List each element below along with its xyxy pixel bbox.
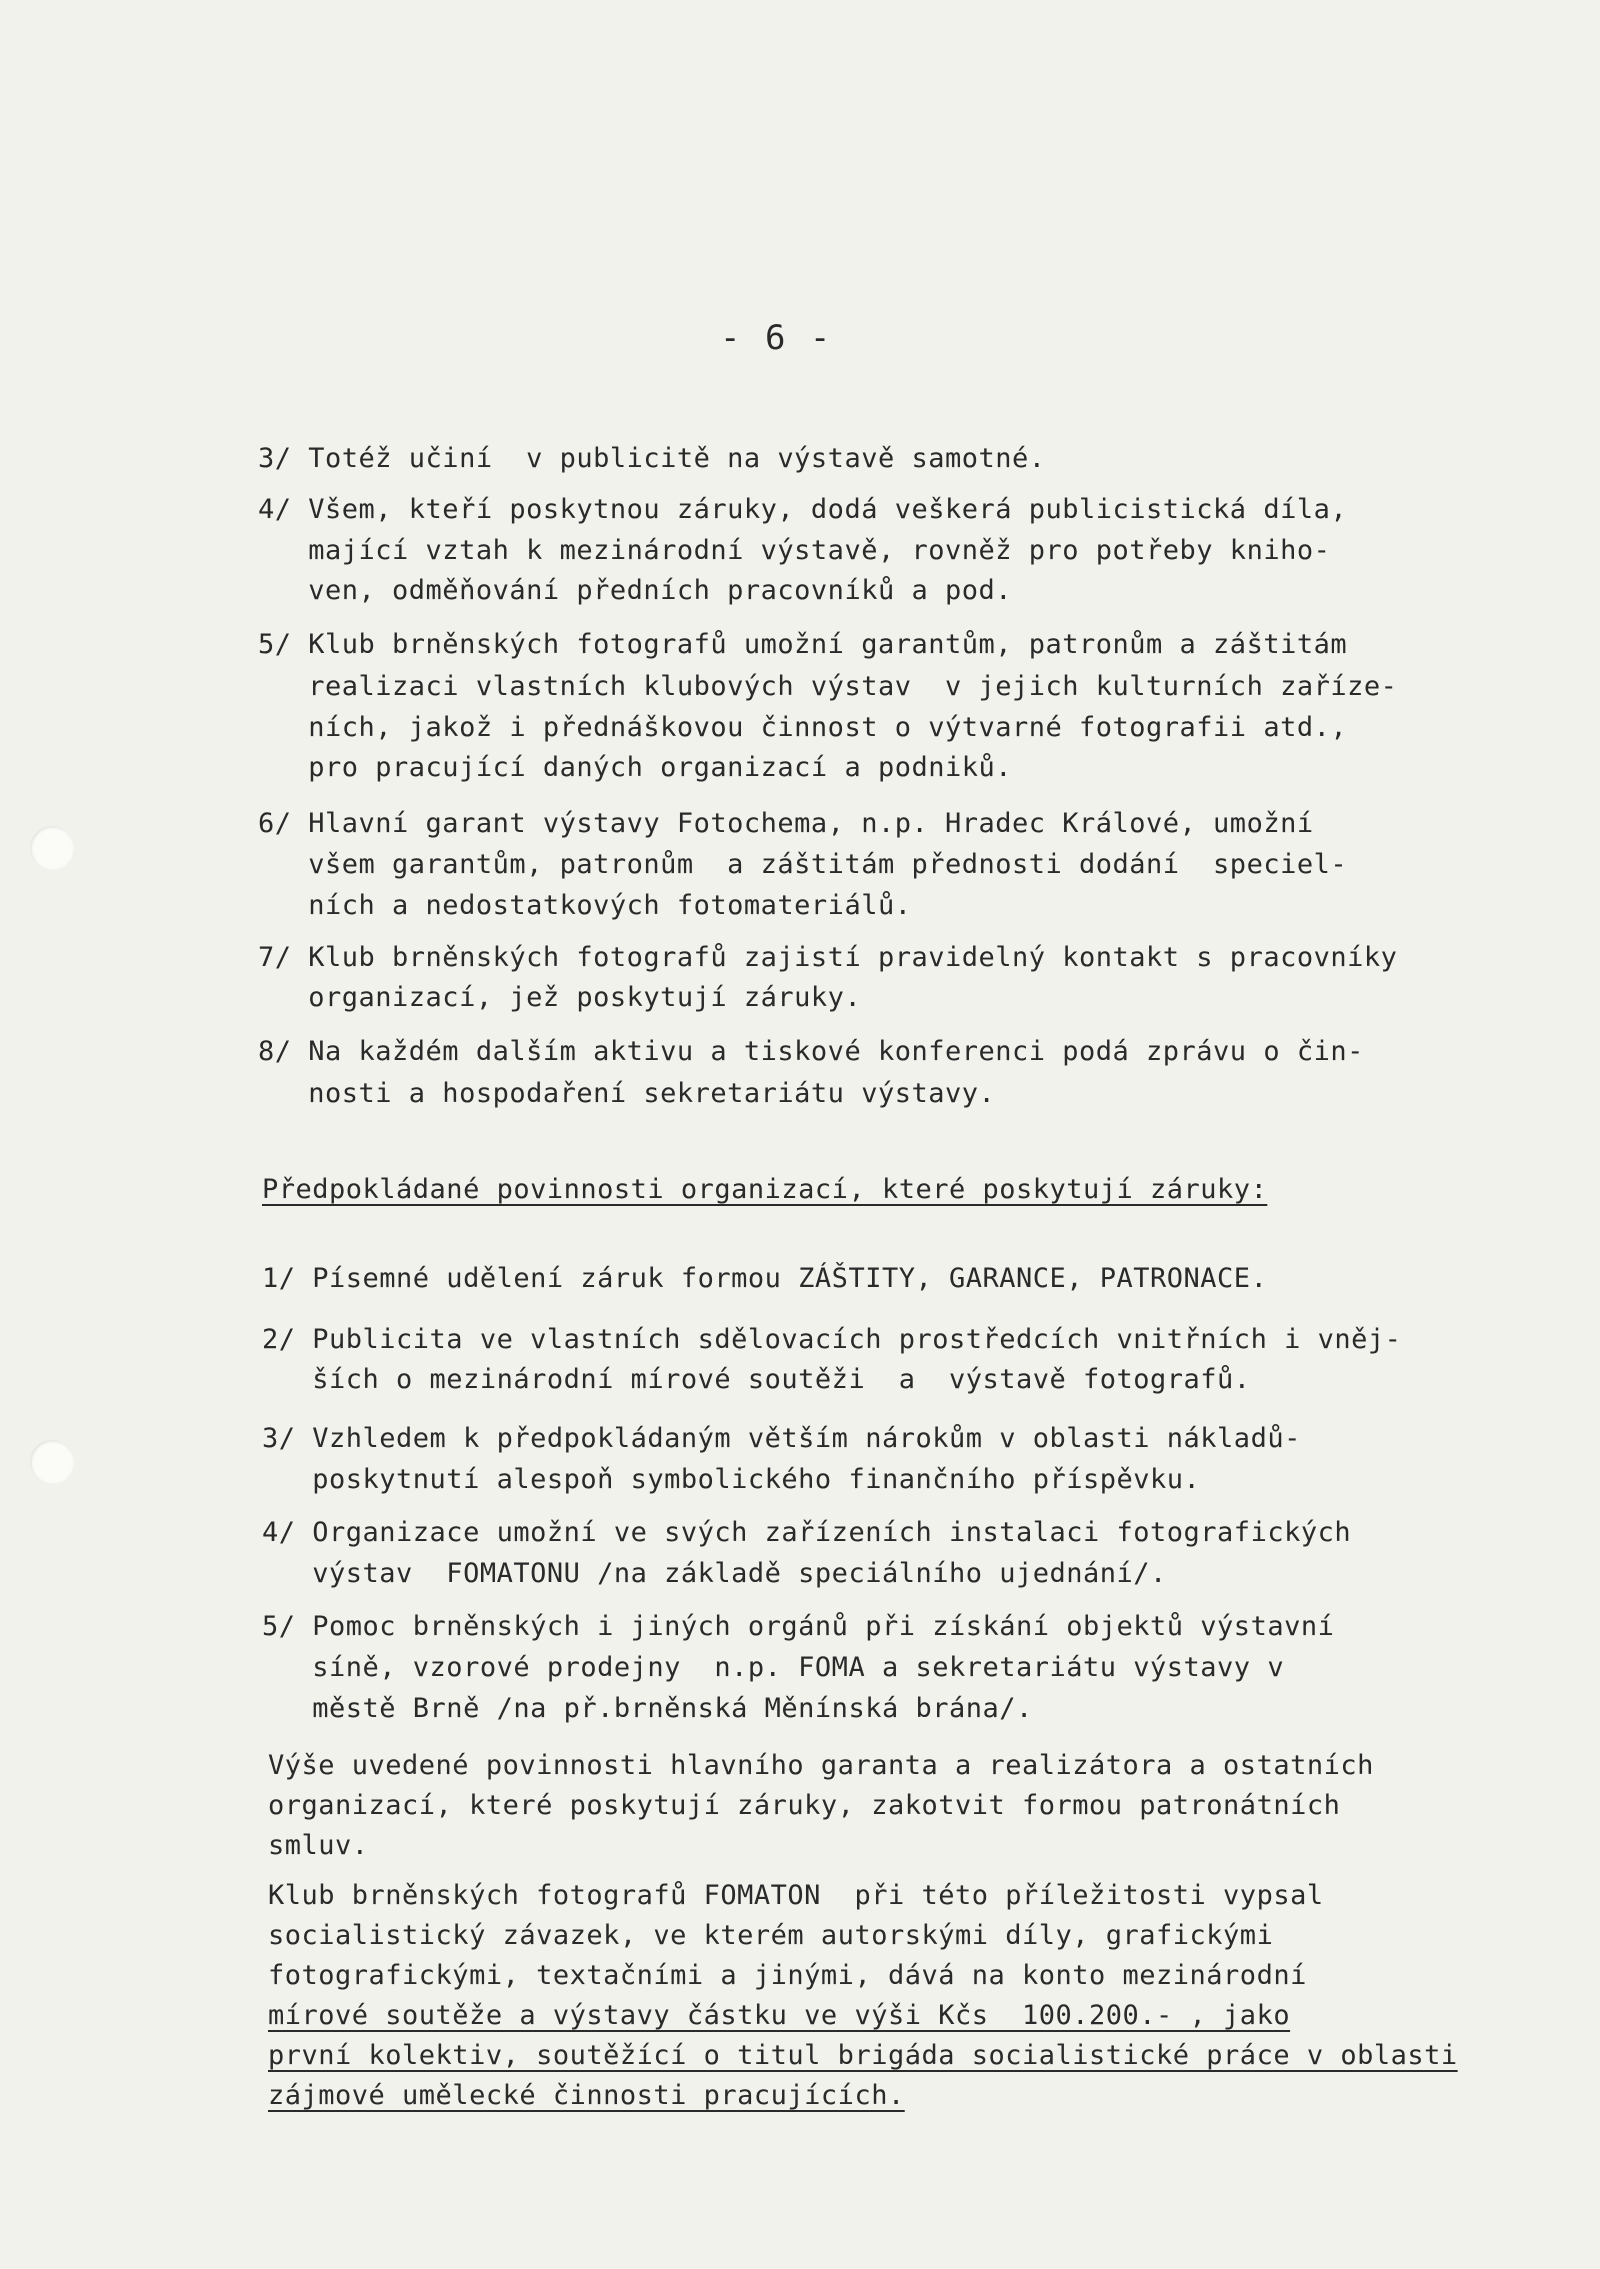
item-5-line-1: 5/ Klub brněnských fotografů umožní garantům, patronům a záštitám xyxy=(258,629,1348,660)
item-7-line-1: 7/ Klub brněnských fotografů zajistí pravidelný kontakt s pracovníky xyxy=(258,942,1398,973)
obligation-3-line-2: poskytnutí alespoň symbolického finančního příspěvku. xyxy=(262,1464,1201,1495)
paragraph-1-line-2: organizací, které poskytují záruky, zakotvit formou patronátních xyxy=(268,1790,1341,1821)
item-7-line-2: organizací, jež poskytují záruky. xyxy=(258,982,862,1013)
obligation-4-line-2: výstav FOMATONU /na základě speciálního ujednání/. xyxy=(262,1558,1167,1589)
punch-hole-top xyxy=(30,826,74,870)
item-6-line-2: všem garantům, patronům a záštitám přednosti dodání speciel- xyxy=(258,849,1348,880)
item-5-line-2: realizaci vlastních klubových výstav v jejich kulturních zaříze- xyxy=(258,671,1398,702)
obligation-2-line-1: 2/ Publicita ve vlastních sdělovacích prostředcích vnitřních i vněj- xyxy=(262,1324,1402,1355)
paragraph-2-line-3: fotografickými, textačními a jinými, dává na konto mezinárodní xyxy=(268,1960,1307,1991)
item-8-line-2: nosti a hospodaření sekretariátu výstavy. xyxy=(258,1078,996,1109)
punch-hole-bottom xyxy=(30,1440,74,1484)
paragraph-2-line-2: socialistický závazek, ve kterém autorskými díly, grafickými xyxy=(268,1920,1274,1951)
item-6-line-1: 6/ Hlavní garant výstavy Fotochema, n.p. Hradec Králové, umožní xyxy=(258,808,1314,839)
page-number: - 6 - xyxy=(720,318,833,358)
item-5-line-3: ních, jakož i přednáškovou činnost o výtvarné fotografii atd., xyxy=(258,712,1348,743)
paragraph-2-line-6: zájmové umělecké činnosti pracujících. xyxy=(268,2080,905,2111)
item-6-line-3: ních a nedostatkových fotomateriálů. xyxy=(258,890,912,921)
obligation-1-line-1: 1/ Písemné udělení záruk formou ZÁŠTITY, GARANCE, PATRONACE. xyxy=(262,1263,1268,1294)
item-4-line-2: mající vztah k mezinárodní výstavě, rovněž pro potřeby kniho- xyxy=(258,535,1331,566)
item-4-line-1: 4/ Všem, kteří poskytnou záruky, dodá veškerá publicistická díla, xyxy=(258,494,1348,525)
section-heading: Předpokládané povinnosti organizací, které poskytují záruky: xyxy=(262,1174,1268,1205)
paragraph-2-line-1: Klub brněnských fotografů FOMATON při této příležitosti vypsal xyxy=(268,1880,1324,1911)
item-3-line-1: 3/ Totéž učiní v publicitě na výstavě samotné. xyxy=(258,443,1046,474)
obligation-5-line-1: 5/ Pomoc brněnských i jiných orgánů při získání objektů výstavní xyxy=(262,1611,1335,1642)
item-5-line-4: pro pracující daných organizací a podniků. xyxy=(258,752,1012,783)
obligation-5-line-2: síně, vzorové prodejny n.p. FOMA a sekretariátu výstavy v xyxy=(262,1652,1285,1683)
paragraph-1-line-3: smluv. xyxy=(268,1830,369,1861)
item-4-line-3: ven, odměňování předních pracovníků a pod. xyxy=(258,575,1012,606)
obligation-5-line-3: městě Brně /na př.brněnská Měnínská brána/. xyxy=(262,1693,1033,1724)
paragraph-2-line-5: první kolektiv, soutěžící o titul brigáda socialistické práce v oblasti xyxy=(268,2040,1458,2071)
obligation-2-line-2: ších o mezinárodní mírové soutěži a výstavě fotografů. xyxy=(262,1364,1251,1395)
item-8-line-1: 8/ Na každém dalším aktivu a tiskové konferenci podá zprávu o čin- xyxy=(258,1036,1364,1067)
obligation-3-line-1: 3/ Vzhledem k předpokládaným větším nárokům v oblasti nákladů- xyxy=(262,1423,1301,1454)
paragraph-1-line-1: Výše uvedené povinnosti hlavního garanta a realizátora a ostatních xyxy=(268,1750,1374,1781)
obligation-4-line-1: 4/ Organizace umožní ve svých zařízeních instalaci fotografických xyxy=(262,1517,1352,1548)
paragraph-2-line-4: mírové soutěže a výstavy částku ve výši Kčs 100.200.- , jako xyxy=(268,2000,1291,2031)
